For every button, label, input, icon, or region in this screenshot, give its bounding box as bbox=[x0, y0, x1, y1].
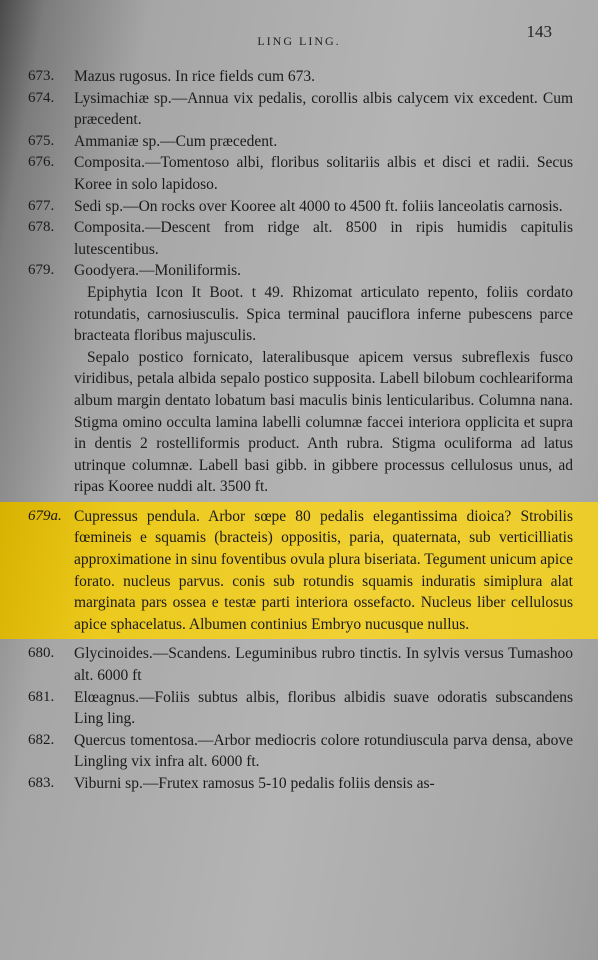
entry-number: 678. bbox=[28, 219, 55, 236]
entry-text bbox=[74, 152, 573, 195]
entry-number: 681. bbox=[28, 688, 55, 705]
entry-681 bbox=[28, 687, 573, 730]
entry-number: 679. bbox=[28, 262, 55, 279]
entry-677 bbox=[28, 196, 573, 218]
entry-paragraph: Elœagnus.—Foliis subtus albis, floribus albidis suave odoratis subscandens Ling ling. bbox=[74, 688, 573, 728]
entry-paragraph: Epiphytia Icon It Boot. t 49. Rhizomat articulato repento, foliis cordato rotundatis, carnosiusculis. Spica terminal pauciflora inferne pubescens parce bracteata floribus majusculis. bbox=[74, 283, 573, 345]
entry-paragraph: Quercus tomentosa.—Arbor mediocris colore rotundiuscula parva densa, above Lingling vix infra alt. 6000 ft. bbox=[74, 731, 573, 771]
entry-text bbox=[74, 643, 573, 686]
entry-paragraph: Viburni sp.—Frutex ramosus 5-10 pedalis foliis densis as- bbox=[74, 775, 435, 792]
entry-paragraph: Goodyera.—Moniliformis. bbox=[74, 262, 242, 280]
entry-number: 680. bbox=[28, 645, 55, 662]
entry-text bbox=[74, 506, 573, 636]
entry-682 bbox=[28, 730, 573, 773]
entry-number: 679a. bbox=[28, 507, 62, 524]
entry-number: 676. bbox=[28, 154, 55, 171]
entry-text bbox=[74, 196, 573, 218]
entry-text bbox=[74, 131, 573, 153]
entry-679 bbox=[28, 260, 573, 498]
entry-text bbox=[74, 88, 573, 131]
entry-paragraph: Composita.—Descent from ridge alt. 8500 in ripis humidis capitulis lutescentibus. bbox=[74, 219, 573, 258]
entry-text bbox=[74, 773, 573, 795]
entry-paragraph: Lysimachiæ sp.—Annua vix pedalis, corollis albis calycem vix excedent. Cum præcedent. bbox=[74, 89, 573, 129]
entry-text bbox=[74, 260, 573, 498]
entry-paragraph: Sedi sp.—On rocks over Kooree alt 4000 to 4500 ft. foliis lanceolatis carnosis. bbox=[74, 197, 563, 215]
entry-678 bbox=[28, 217, 573, 260]
entry-paragraph: Cupressus pendula. Arbor sœpe 80 pedalis elegantissima dioica? Strobilis fœmineis e squamis (bracteis) oppositis, paria, quaternata, sub verticilliatis approximatione in sinu foventibus ovula plura biseriata. Tegument unicum apice forato. nucleus parvus. conis sub rotundis squamis induratis simiplura alat marginata pars ossea e testæ parti interiora ossefacto. Nucleus liber cellulosus apice sphacelatus. Albumen continius Embryo nucusque nullus. bbox=[74, 507, 573, 633]
page-number: 143 bbox=[526, 22, 552, 41]
entry-number: 683. bbox=[28, 775, 55, 791]
entry-list bbox=[28, 66, 573, 795]
entry-679a-highlighted bbox=[0, 502, 598, 640]
entry-674 bbox=[28, 88, 573, 131]
entry-number: 682. bbox=[28, 731, 55, 748]
entry-paragraph: Glycinoides.—Scandens. Leguminibus rubro tinctis. In sylvis versus Tumashoo alt. 6000 ft bbox=[74, 645, 573, 685]
entry-number: 675. bbox=[28, 132, 55, 149]
entry-paragraph: Ammaniæ sp.—Cum præcedent. bbox=[74, 132, 278, 150]
entry-number: 673. bbox=[28, 68, 55, 84]
entry-number: 674. bbox=[28, 89, 55, 106]
entry-680 bbox=[28, 643, 573, 686]
entry-text bbox=[74, 66, 573, 88]
entry-675 bbox=[28, 131, 573, 153]
entry-text bbox=[74, 730, 573, 773]
entry-number: 677. bbox=[28, 197, 55, 214]
running-head: LING LING. bbox=[257, 34, 341, 48]
entry-673 bbox=[28, 66, 573, 88]
entry-676 bbox=[28, 152, 573, 195]
entry-text bbox=[74, 217, 573, 260]
entry-text bbox=[74, 687, 573, 730]
entry-paragraph: Composita.—Tomentoso albi, floribus solitariis albis et disci et radii. Secus Koree in solo lapidoso. bbox=[74, 154, 573, 193]
entry-683 bbox=[28, 773, 573, 795]
entry-paragraph: Mazus rugosus. In rice fields cum 673. bbox=[74, 68, 316, 85]
entry-paragraph: Sepalo postico fornicato, lateralibusque apicem versus subreflexis fusco viridibus, petala albida sepalo postico supposita. Labell bilobum cochleariforma album margin dentato lobatum basi maculis binis lenticularibus. Columna nana. Stigma omino occulta lamina labelli columnæ faccei interiora opplicita et supra in dentis 2 rostelliformis product. Anth rubra. Stigma oculiforma ad latus utrinque columnæ. Labell basi gibb. in gibbere processus cellulosus unus, ad ripas Kooree nuddi alt. 3500 ft. bbox=[74, 348, 573, 496]
